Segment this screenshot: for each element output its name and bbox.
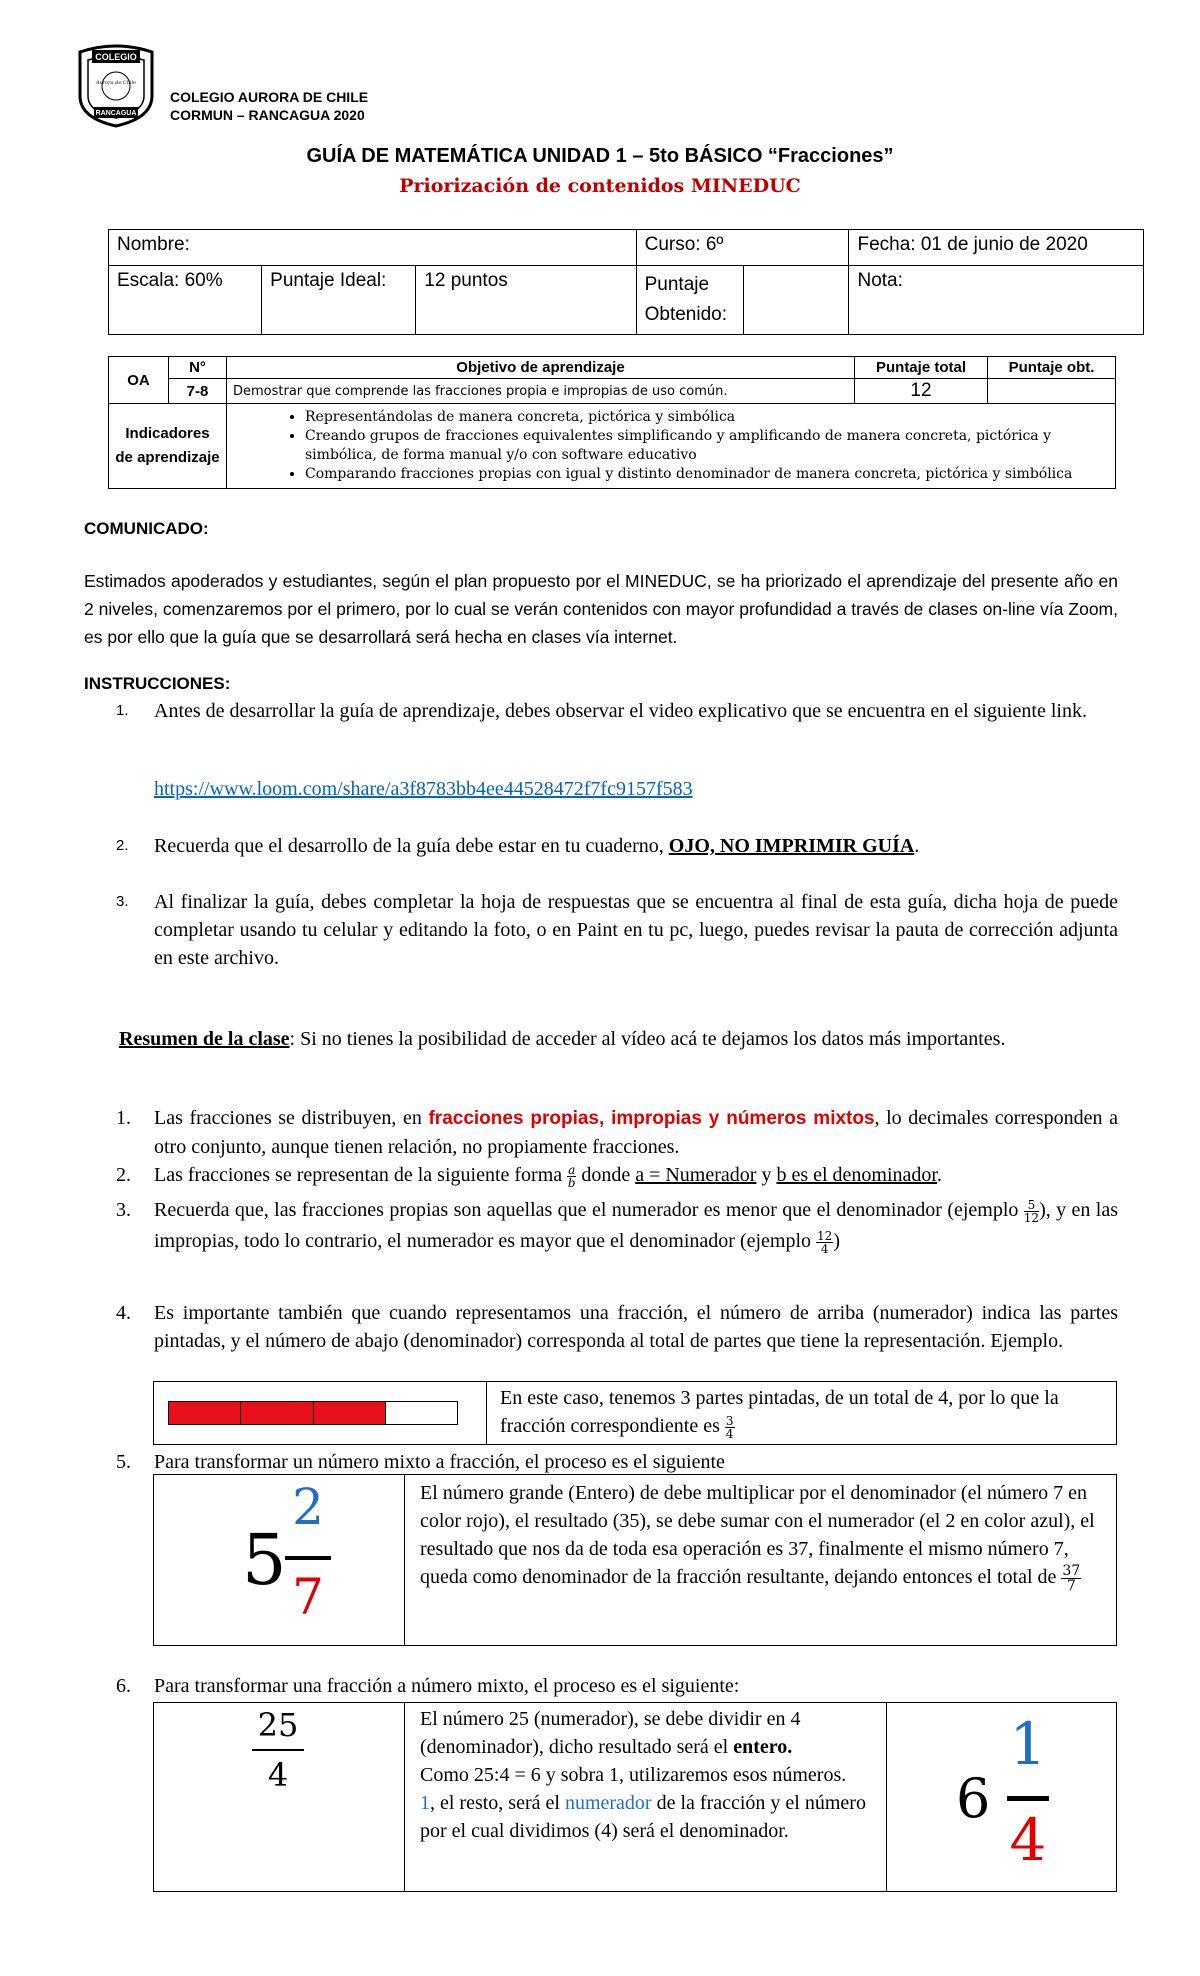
mixed-denominator: 7 bbox=[292, 1568, 324, 1626]
instruction-text: Al finalizar la guía, debes completar la hoja de respuestas que se encuentra al final de esta guía, dicha hoja de puede completar usando tu celular y editando la foto, o en Paint en tu pc, luego, puedes revisar la pauta de corrección adjunta en este archivo. bbox=[154, 891, 1118, 969]
fraction-denominator: b bbox=[567, 1175, 576, 1190]
fecha-cell: Fecha: 01 de junio de 2020 bbox=[849, 230, 1144, 266]
point-number: 1. bbox=[116, 1107, 131, 1129]
denominador-def: b es el denominador bbox=[776, 1164, 937, 1186]
puntaje-obt-value[interactable] bbox=[988, 379, 1116, 404]
logo-top-text: COLEGIO bbox=[95, 52, 137, 62]
fraction-denominator: 4 bbox=[725, 1426, 734, 1441]
puntaje-total-value: 12 bbox=[855, 379, 988, 404]
puntaje-obtenido-value[interactable] bbox=[743, 266, 849, 335]
division-explanation: El número 25 (numerador), se debe dividir en 4 (denominador), dicho resultado será el bbox=[420, 1708, 801, 1758]
fraction-numerator: 5 bbox=[1024, 1199, 1039, 1212]
mixed-numerator: 2 bbox=[292, 1478, 324, 1536]
point-text: Recuerda que, las fracciones propias son aquellas que el numerador es menor que el denominador (ejemplo bbox=[154, 1199, 1019, 1221]
fraction-numerator: 12 bbox=[817, 1228, 833, 1243]
point-number: 4. bbox=[116, 1302, 131, 1324]
curso-cell: Curso: 6º bbox=[636, 230, 849, 266]
escala-cell: Escala: 60% bbox=[109, 266, 262, 335]
example-box bbox=[153, 1381, 1117, 1445]
resumen-point-1 bbox=[116, 1104, 1118, 1160]
objetivo-value: Demostrar que comprende las fracciones propia e impropias de uso común. bbox=[227, 379, 855, 404]
mixed-explanation: El número grande (Entero) de debe multiplicar por el denominador (el número 7 en color rojo), el resultado (35), se debe sumar con el numerador (el 2 en color azul), el resultado que nos da de toda esa operación es 37, finalmente el mismo número 7, queda como denominador de la fracción resultante, dejando entonces el total de bbox=[420, 1482, 1095, 1588]
entero-label: entero. bbox=[733, 1736, 793, 1758]
fraction-example-improper bbox=[816, 1230, 833, 1255]
point-text: Las fracciones se distribuyen, en bbox=[154, 1107, 422, 1129]
mixed-numerator: 1 bbox=[1009, 1710, 1047, 1778]
resumen-point-6 bbox=[116, 1672, 1118, 1700]
fraction-example-proper bbox=[1024, 1199, 1039, 1224]
point-number: 5. bbox=[116, 1451, 131, 1473]
point-text: donde bbox=[581, 1164, 631, 1186]
fraction-line bbox=[252, 1749, 304, 1751]
fraction-numerator: 25 bbox=[257, 1706, 299, 1744]
mixed-whole-number: 6 bbox=[956, 1767, 991, 1830]
puntaje-ideal-label: Puntaje Ideal: bbox=[262, 266, 416, 335]
puntaje-total-header: Puntaje total bbox=[855, 357, 988, 379]
no-imprimir-warning: OJO, NO IMPRIMIR GUÍA bbox=[668, 835, 915, 857]
puntaje-obt-header: Puntaje obt. bbox=[988, 357, 1116, 379]
division-explanation: , el resto, será el bbox=[430, 1792, 560, 1814]
comunicado-heading: COMUNICADO: bbox=[84, 519, 209, 538]
video-link[interactable]: https://www.loom.com/share/a3f8783bb4ee44528472f7fc9157f583 bbox=[154, 778, 693, 800]
instruction-number: 2. bbox=[116, 837, 129, 854]
resumen-point-5 bbox=[116, 1448, 1118, 1476]
point-number: 3. bbox=[116, 1199, 131, 1221]
n-value: 7-8 bbox=[169, 379, 227, 404]
fraction-line bbox=[1007, 1796, 1049, 1801]
fraction-a-b bbox=[567, 1164, 576, 1189]
example-fraction bbox=[725, 1415, 735, 1440]
point-text: ), y en las impropias, todo lo contrario, el numerador es mayor que el denominador (ejemplo bbox=[154, 1199, 1118, 1252]
comunicado-text: Estimados apoderados y estudiantes, según el plan propuesto por el MINEDUC, se ha priorizado el aprendizaje del presente año en 2 niveles, comenzaremos por el primero, por lo cual se verán contenidos con mayor profundidad a través de clases on-line vía Zoom, es por ello que la guía que se desarrollará será hecha en clases vía internet. bbox=[84, 571, 1118, 647]
resumen-text: : Si no tienes la posibilidad de acceder al vídeo acá te dejamos los datos más importantes. bbox=[289, 1028, 1006, 1050]
indicadores-list bbox=[227, 408, 1115, 484]
instruction-number: 1. bbox=[116, 702, 129, 719]
resumen-point-4 bbox=[116, 1299, 1118, 1383]
indicador-item: • Representándolas de manera concreta, pictórica y simbólica bbox=[305, 408, 1115, 427]
instruction-2 bbox=[116, 832, 1118, 862]
bar-segment-shaded bbox=[241, 1402, 313, 1424]
indicadores-label: Indicadores de aprendizaje bbox=[109, 404, 227, 489]
nombre-cell[interactable]: Nombre: bbox=[109, 230, 637, 266]
instruction-text: Antes de desarrollar la guía de aprendizaje, debes observar el video explicativo que se encuentra en el siguiente link. bbox=[154, 700, 1087, 722]
puntaje-ideal-value: 12 puntos bbox=[416, 266, 636, 335]
nota-cell[interactable]: Nota: bbox=[849, 266, 1144, 335]
fraction-line bbox=[285, 1556, 331, 1560]
point-end: . bbox=[936, 1164, 942, 1186]
resumen-point-3 bbox=[116, 1195, 1118, 1295]
mixed-denominator: 4 bbox=[1009, 1806, 1047, 1874]
numerador-word: numerador bbox=[564, 1792, 652, 1814]
instruction-number: 3. bbox=[116, 893, 129, 910]
point-text: Para transformar una fracción a número mixto, el proceso es el siguiente: bbox=[154, 1675, 740, 1697]
point-text: , lo decimales corresponden a otro conjunto, aunque tienen relación, no propiamente fracciones. bbox=[154, 1107, 1118, 1158]
point-number: 6. bbox=[116, 1675, 131, 1697]
example-text: En este caso, tenemos 3 partes pintadas, de un total de 4, por lo que la fracción correspondiente es bbox=[500, 1387, 1059, 1437]
n-header: N° bbox=[169, 357, 227, 379]
instruction-3 bbox=[116, 888, 1118, 978]
instruction-1 bbox=[116, 697, 1118, 787]
school-logo bbox=[74, 44, 158, 128]
objetivo-header: Objetivo de aprendizaje bbox=[227, 357, 855, 379]
resumen-intro bbox=[119, 1025, 1117, 1053]
page-title: GUÍA DE MATEMÁTICA UNIDAD 1 – 5to BÁSICO “Fracciones” bbox=[306, 145, 894, 167]
fraction-denominator: 12 bbox=[1023, 1210, 1040, 1225]
puntaje-obtenido-label: Puntaje Obtenido: bbox=[636, 266, 743, 335]
remainder-number: 1 bbox=[420, 1792, 430, 1814]
point-text: Es importante también que cuando representamos una fracción, el número de arriba (numerador) indica las partes pintadas, y el número de abajo (denominador) corresponda al total de partes que tiene la representación. Ejemplo. bbox=[154, 1302, 1118, 1352]
indicador-item: • Comparando fracciones propias con igual y distinto denominador de manera concreta, pictórica y simbólica bbox=[305, 465, 1115, 484]
objetivos-table bbox=[108, 356, 1116, 489]
point-text: y bbox=[761, 1164, 772, 1186]
instruction-end: . bbox=[914, 835, 920, 857]
logo-script-text: Aurora de Chile bbox=[95, 80, 137, 86]
fraction-numerator: 37 bbox=[1062, 1562, 1081, 1579]
result-fraction bbox=[1061, 1564, 1081, 1593]
fraction-numerator: 3 bbox=[725, 1413, 734, 1428]
instrucciones-heading: INSTRUCCIONES: bbox=[84, 674, 231, 693]
student-info-table bbox=[108, 229, 1144, 335]
point-text: Las fracciones se representan de la siguiente forma bbox=[154, 1164, 563, 1186]
point-text: Para transformar un número mixto a fracción, el proceso es el siguiente bbox=[154, 1451, 725, 1473]
mixed-whole-number: 5 bbox=[242, 1519, 287, 1601]
numerador-def: a = Numerador bbox=[635, 1164, 757, 1186]
fraction-types-highlight: fracciones propias, impropias y números mixtos bbox=[428, 1108, 875, 1129]
fraction-denominator: 7 bbox=[1066, 1577, 1076, 1594]
bar-segment-shaded bbox=[314, 1402, 386, 1424]
bar-segment-empty bbox=[386, 1402, 457, 1424]
fraction-bar bbox=[168, 1401, 458, 1425]
school-name: COLEGIO AURORA DE CHILE bbox=[170, 89, 369, 105]
fraction-numerator: a bbox=[568, 1162, 576, 1177]
school-header bbox=[170, 88, 368, 124]
indicador-item: • Creando grupos de fracciones equivalentes simplificando y amplificando de manera concreta, pictórica y simbólica, de forma manual y/o con software educativo bbox=[305, 427, 1115, 465]
fraction-to-mixed-box bbox=[153, 1702, 1117, 1892]
division-explanation: de la fracción y el número por el cual dividimos (4) será el denominador. bbox=[420, 1792, 866, 1842]
school-sub: CORMUN – RANCAGUA 2020 bbox=[170, 107, 365, 123]
fraction-denominator: 4 bbox=[267, 1756, 289, 1794]
instruction-text: Recuerda que el desarrollo de la guía debe estar en tu cuaderno, bbox=[154, 835, 664, 857]
mixed-to-fraction-box bbox=[153, 1474, 1117, 1646]
resumen-label: Resumen de la clase bbox=[119, 1028, 290, 1050]
oa-label: OA bbox=[109, 357, 169, 404]
fraction-denominator: 4 bbox=[820, 1241, 829, 1256]
point-text: ) bbox=[833, 1230, 840, 1252]
logo-bottom-text: RANCAGUA bbox=[95, 110, 137, 117]
bar-segment-shaded bbox=[169, 1402, 241, 1424]
page-subtitle: Priorización de contenidos MINEDUC bbox=[399, 175, 801, 197]
resumen-point-2 bbox=[116, 1161, 1118, 1191]
point-number: 2. bbox=[116, 1164, 131, 1186]
division-explanation: Como 25:4 = 6 y sobra 1, utilizaremos esos números. bbox=[420, 1764, 847, 1786]
